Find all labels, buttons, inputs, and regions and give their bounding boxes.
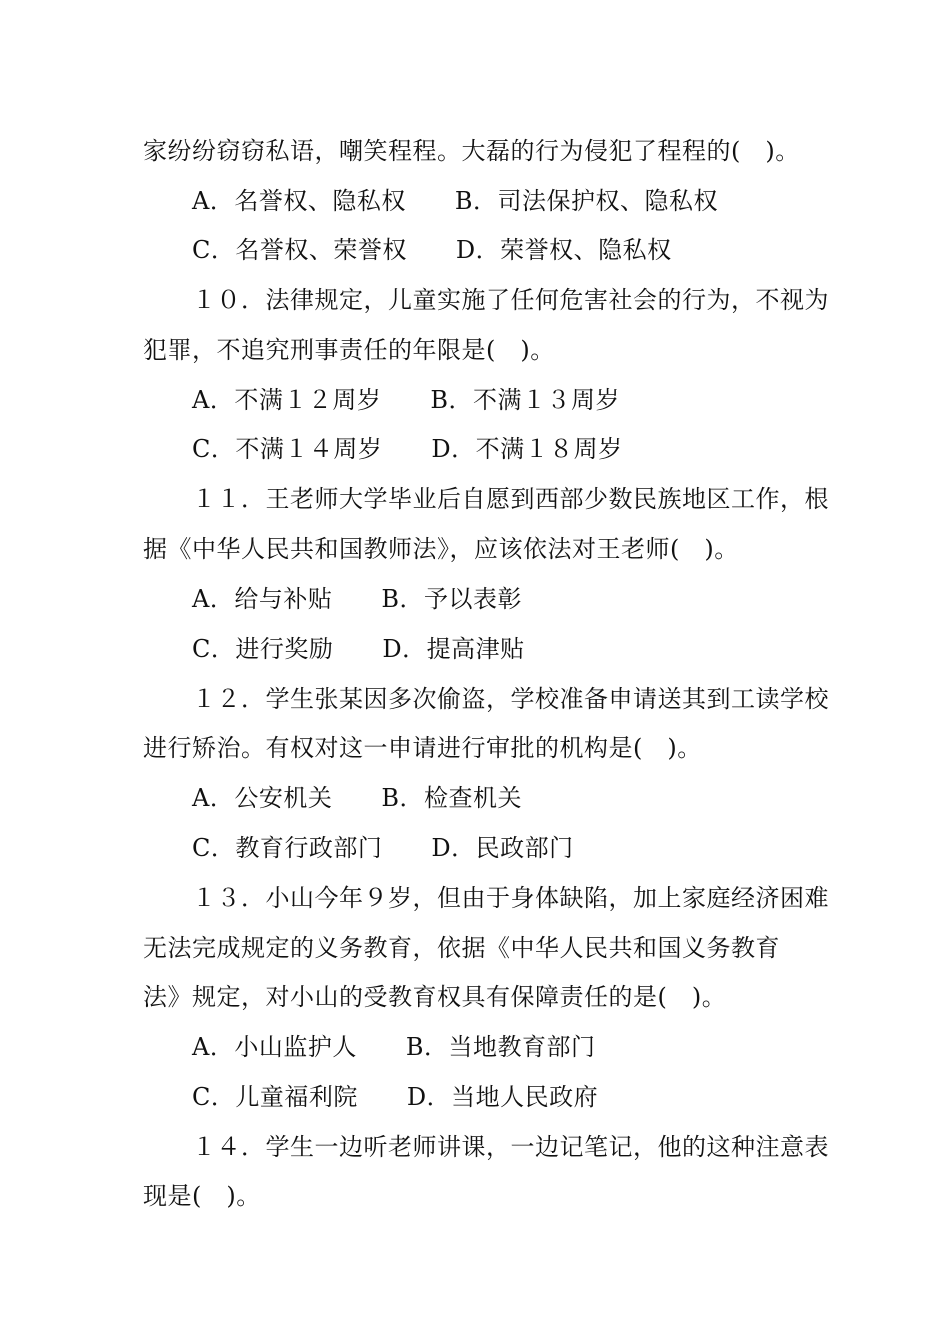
- q12-stem-line-1: １２．学生张某因多次偷盗，学校准备申请送其到工读学校: [192, 685, 829, 713]
- q11-stem-line-1: １１．王老师大学毕业后自愿到西部少数民族地区工作，根: [192, 485, 829, 513]
- q11-options-cd: C．进行奖励 D．提高津贴: [192, 635, 525, 663]
- q9-options-ab: A．名誉权、隐私权 B．司法保护权、隐私权: [192, 187, 718, 215]
- q10-stem-line-2: 犯罪，不追究刑事责任的年限是( )。: [143, 336, 555, 364]
- q13-options-ab: A．小山监护人 B．当地教育部门: [192, 1033, 596, 1061]
- q12-options-ab: A．公安机关 B．检查机关: [192, 784, 522, 812]
- q13-options-cd: C．儿童福利院 D．当地人民政府: [192, 1083, 599, 1111]
- q9-options-cd: C．名誉权、荣誉权 D．荣誉权、隐私权: [192, 236, 672, 264]
- q10-stem-line-1: １０．法律规定，儿童实施了任何危害社会的行为，不视为: [192, 286, 829, 314]
- q11-stem-line-2: 据《中华人民共和国教师法》，应该依法对王老师( )。: [143, 535, 739, 563]
- q9-stem-line: 家纷纷窃窃私语，嘲笑程程。大磊的行为侵犯了程程的( )。: [143, 137, 800, 165]
- q13-stem-line-2: 无法完成规定的义务教育，依据《中华人民共和国义务教育: [143, 934, 780, 962]
- q10-options-cd: C．不满１４周岁 D．不满１８周岁: [192, 435, 623, 463]
- q11-options-ab: A．给与补贴 B．予以表彰: [192, 585, 522, 613]
- q13-stem-line-3: 法》规定，对小山的受教育权具有保障责任的是( )。: [143, 983, 727, 1011]
- q10-options-ab: A．不满１２周岁 B．不满１３周岁: [192, 386, 620, 414]
- q14-stem-line-2: 现是( )。: [143, 1182, 261, 1210]
- q12-options-cd: C．教育行政部门 D．民政部门: [192, 834, 574, 862]
- q12-stem-line-2: 进行矫治。有权对这一申请进行审批的机构是( )。: [143, 734, 702, 762]
- q14-stem-line-1: １４．学生一边听老师讲课，一边记笔记，他的这种注意表: [192, 1133, 829, 1161]
- q13-stem-line-1: １３．小山今年９岁，但由于身体缺陷，加上家庭经济困难: [192, 884, 829, 912]
